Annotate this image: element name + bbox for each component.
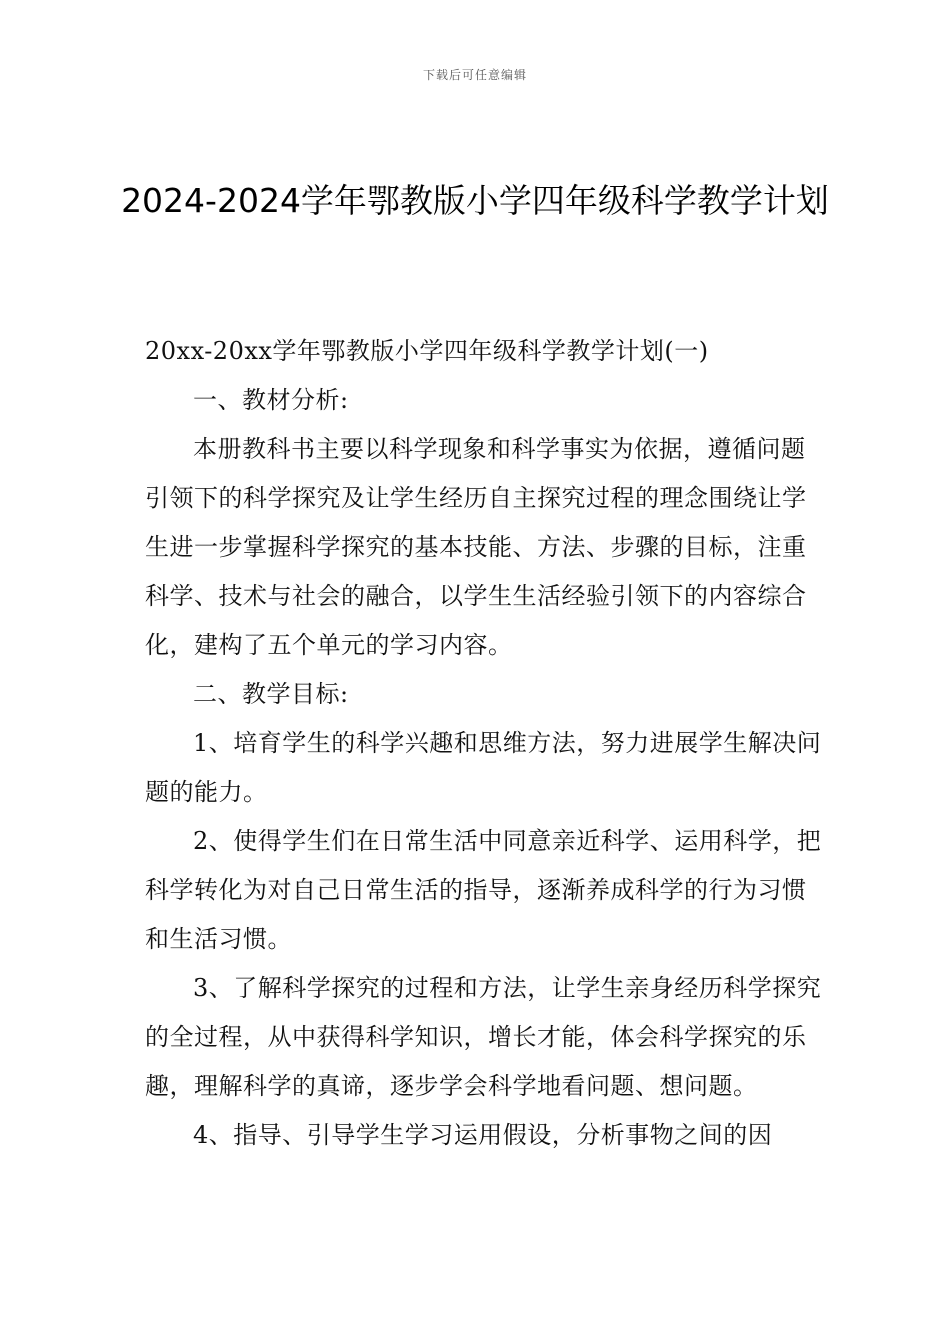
- paragraph-goal-4: 4、指导、引导学生学习运用假设，分析事物之间的因: [193, 1121, 773, 1149]
- paragraph-goal-1: 1、培育学生的科学兴趣和思维方法，努力进展学生解决问题的能力。: [145, 729, 822, 806]
- header-watermark: 下载后可任意编辑: [422, 68, 527, 82]
- section-heading-goals: 二、教学目标:: [193, 680, 349, 708]
- document-subtitle: 20xx-20xx学年鄂教版小学四年级科学教学计划(一): [145, 337, 709, 365]
- section-heading-analysis: 一、教材分析:: [193, 386, 349, 414]
- document-body: [145, 327, 825, 1160]
- document-title: 2024-2024学年鄂教版小学四年级科学教学计划: [121, 181, 829, 220]
- paragraph-goal-2: 2、使得学生们在日常生活中同意亲近科学、运用科学，把科学转化为对自己日常生活的指导，逐渐养成科学的行为习惯和生活习惯。: [145, 827, 822, 953]
- paragraph-analysis: 本册教科书主要以科学现象和科学事实为依据，遵循问题引领下的科学探究及让学生经历自主探究过程的理念围绕让学生进一步掌握科学探究的基本技能、方法、步骤的目标，注重科学、技术与社会的融合，以学生生活经验引领下的内容综合化，建构了五个单元的学习内容。: [145, 435, 807, 659]
- paragraph-goal-3: 3、了解科学探究的过程和方法，让学生亲身经历科学探究的全过程，从中获得科学知识，增长才能，体会科学探究的乐趣，理解科学的真谛，逐步学会科学地看问题、想问题。: [145, 974, 822, 1100]
